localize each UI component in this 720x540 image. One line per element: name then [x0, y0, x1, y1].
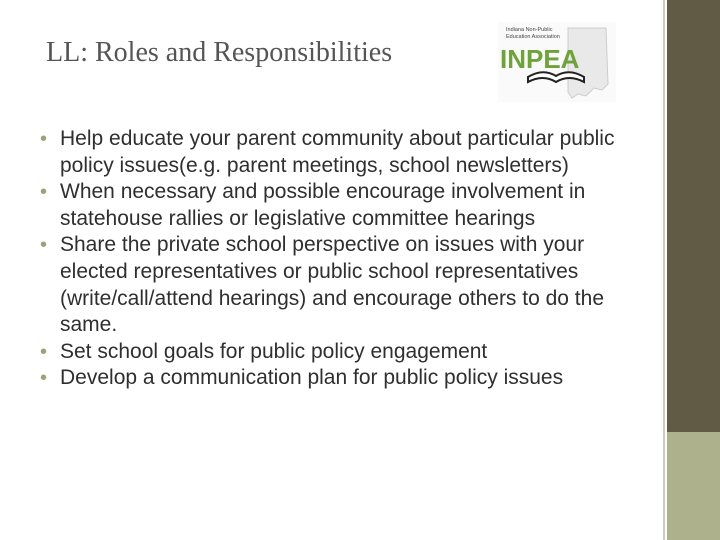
bullet-item: • Develop a communication plan for public policy issues: [40, 365, 640, 392]
logo-line2: Education Association: [506, 34, 560, 40]
bullet-item: • Set school goals for public policy engagement: [40, 339, 640, 366]
slide-title: LL: Roles and Responsibilities: [46, 37, 393, 68]
bullet-dot-icon: •: [40, 340, 48, 363]
sidebar-accent-block: [667, 432, 720, 540]
logo-line1: Indiana Non-Public: [506, 27, 553, 33]
bullet-item: • Help educate your parent community about particular public policy issues(e.g. parent meetings, school newsletters): [40, 127, 615, 177]
bullet-item: • When necessary and possible encourage involvement in statehouse rallies or legislative committee hearings: [40, 180, 586, 230]
bullet-list: [40, 126, 640, 392]
bullet-dot-icon: •: [40, 234, 48, 257]
bullet-dot-icon: •: [40, 128, 48, 150]
bullet-item: • Share the private school perspective on issues with your elected representatives or public school representatives (write/call/attend hearings) and encourage others to do the same.: [40, 233, 605, 337]
logo-acronym: INPEA: [500, 44, 580, 74]
sidebar-divider: [663, 0, 665, 540]
inpea-logo: [498, 22, 616, 102]
bullet-dot-icon: •: [40, 367, 48, 390]
bullet-dot-icon: •: [40, 181, 48, 204]
